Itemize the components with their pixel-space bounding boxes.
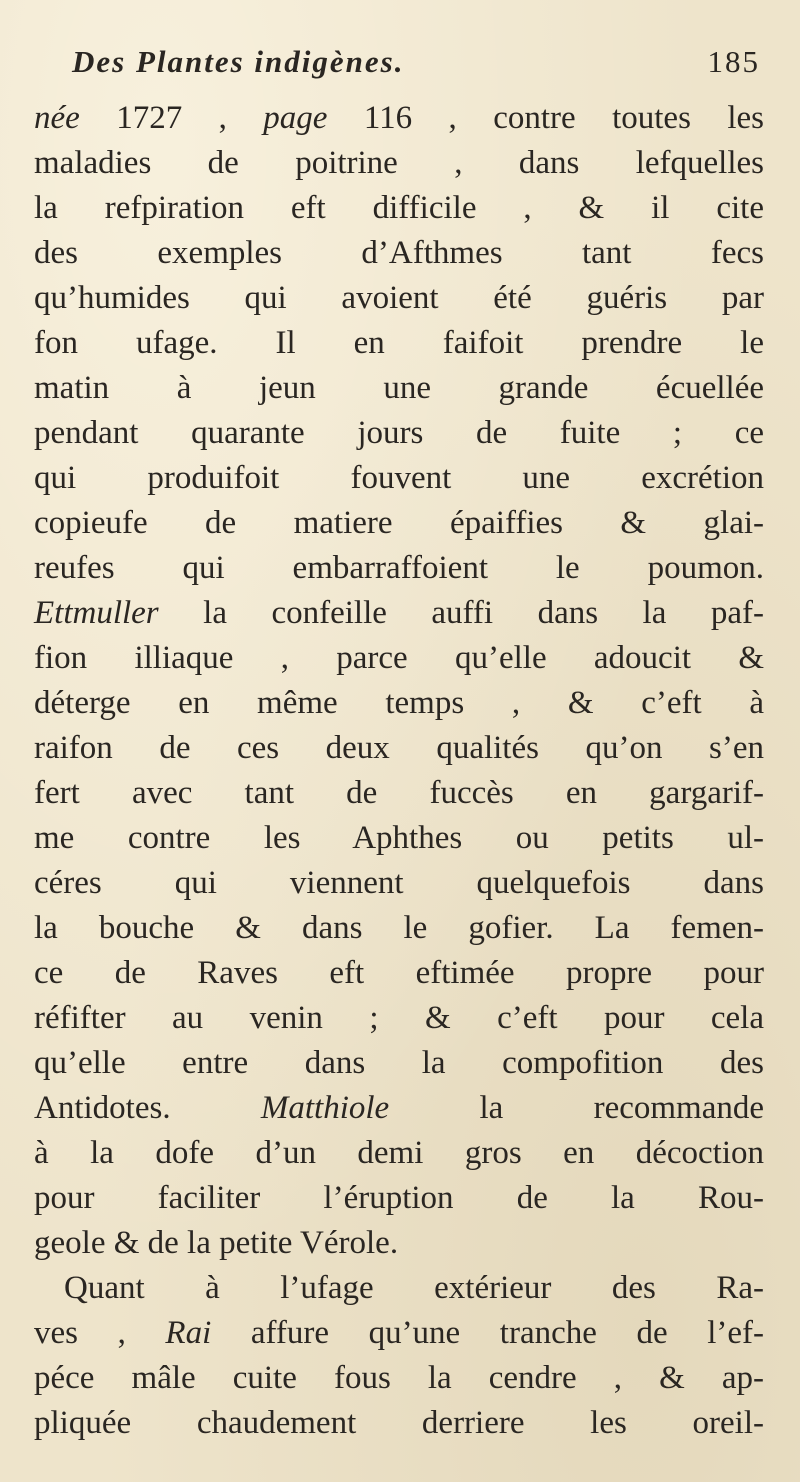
text-line xyxy=(34,1401,764,1446)
text-segment: péce mâle cuite fous la cendre , & ap- xyxy=(34,1360,764,1396)
running-head-title: Des Plantes indigènes. xyxy=(72,44,405,79)
text-segment: la confeille auffi dans la paf- xyxy=(158,595,764,631)
text-line xyxy=(34,636,764,681)
text-line xyxy=(34,591,764,636)
italic-text-segment: Matthiole xyxy=(260,1090,390,1126)
text-segment: réfifter au venin ; & c’eft pour cela xyxy=(34,1000,764,1036)
text-segment: ce de Raves eft eftimée propre pour xyxy=(34,955,764,991)
page-number: 185 xyxy=(707,44,760,79)
text-segment: ves , xyxy=(34,1315,166,1351)
text-line xyxy=(34,771,764,816)
text-segment: 1727 , xyxy=(79,100,264,136)
running-head xyxy=(60,44,772,92)
text-segment: la refpiration eft difficile , & il cite xyxy=(34,190,764,226)
text-segment: qui produifoit fouvent une excrétion xyxy=(34,460,764,496)
body-text xyxy=(34,96,764,1446)
text-segment: des exemples d’Afthmes tant fecs xyxy=(34,235,764,271)
text-segment: fert avec tant de fuccès en gargarif- xyxy=(34,775,764,811)
text-line xyxy=(34,906,764,951)
text-segment: 116 , contre toutes les xyxy=(327,100,764,136)
text-segment: qu’humides qui avoient été guéris par xyxy=(34,280,764,316)
text-line xyxy=(34,501,764,546)
italic-text-segment: Rai xyxy=(165,1315,212,1351)
text-line xyxy=(34,681,764,726)
italic-text-segment: page xyxy=(263,100,328,136)
text-line xyxy=(34,141,764,186)
text-line xyxy=(34,96,764,141)
text-line xyxy=(34,456,764,501)
text-segment: fion illiaque , parce qu’elle adoucit & xyxy=(34,640,764,676)
text-line xyxy=(34,276,764,321)
text-segment: céres qui viennent quelquefois dans xyxy=(34,865,764,901)
text-segment: copieufe de matiere épaiffies & glai- xyxy=(34,505,764,541)
text-segment: pliquée chaudement derriere les oreil- xyxy=(34,1405,764,1441)
text-line xyxy=(34,321,764,366)
text-line xyxy=(34,1356,764,1401)
text-segment: qu’elle entre dans la compofition des xyxy=(34,1045,764,1081)
text-segment: à la dofe d’un demi gros en décoction xyxy=(34,1135,764,1171)
text-line xyxy=(34,1131,764,1176)
text-line xyxy=(34,1176,764,1221)
text-line xyxy=(34,951,764,996)
text-segment: pour faciliter l’éruption de la Rou- xyxy=(34,1180,764,1216)
text-line xyxy=(34,861,764,906)
text-segment: affure qu’une tranche de l’ef- xyxy=(211,1315,764,1351)
text-line xyxy=(34,996,764,1041)
text-line xyxy=(34,366,764,411)
text-segment: raifon de ces deux qualités qu’on s’en xyxy=(34,730,764,766)
italic-text-segment: Ettmuller xyxy=(34,595,159,631)
text-segment: la bouche & dans le gofier. La femen- xyxy=(34,910,764,946)
text-line xyxy=(34,231,764,276)
text-line xyxy=(34,1311,764,1356)
text-line xyxy=(34,411,764,456)
text-segment: fon ufage. Il en faifoit prendre le xyxy=(34,325,764,361)
text-line xyxy=(34,726,764,771)
text-line xyxy=(34,1086,764,1131)
text-segment: déterge en même temps , & c’eft à xyxy=(34,685,764,721)
text-line xyxy=(34,186,764,231)
text-segment: reufes qui embarraffoient le poumon. xyxy=(34,550,764,586)
text-segment: geole & de la petite Vérole. xyxy=(34,1225,399,1261)
text-segment: Quant à l’ufage extérieur des Ra- xyxy=(64,1270,764,1306)
text-line xyxy=(34,1266,764,1311)
text-line xyxy=(34,1221,764,1266)
text-segment: Antidotes. xyxy=(34,1090,261,1126)
text-line xyxy=(34,816,764,861)
text-segment: pendant quarante jours de fuite ; ce xyxy=(34,415,764,451)
text-line xyxy=(34,1041,764,1086)
text-segment: la recommande xyxy=(389,1090,765,1126)
text-segment: maladies de poitrine , dans lefquelles xyxy=(34,145,764,181)
text-line xyxy=(34,546,764,591)
text-segment: matin à jeun une grande écuellée xyxy=(34,370,764,406)
text-segment: me contre les Aphthes ou petits ul- xyxy=(34,820,764,856)
italic-text-segment: née xyxy=(34,100,80,136)
